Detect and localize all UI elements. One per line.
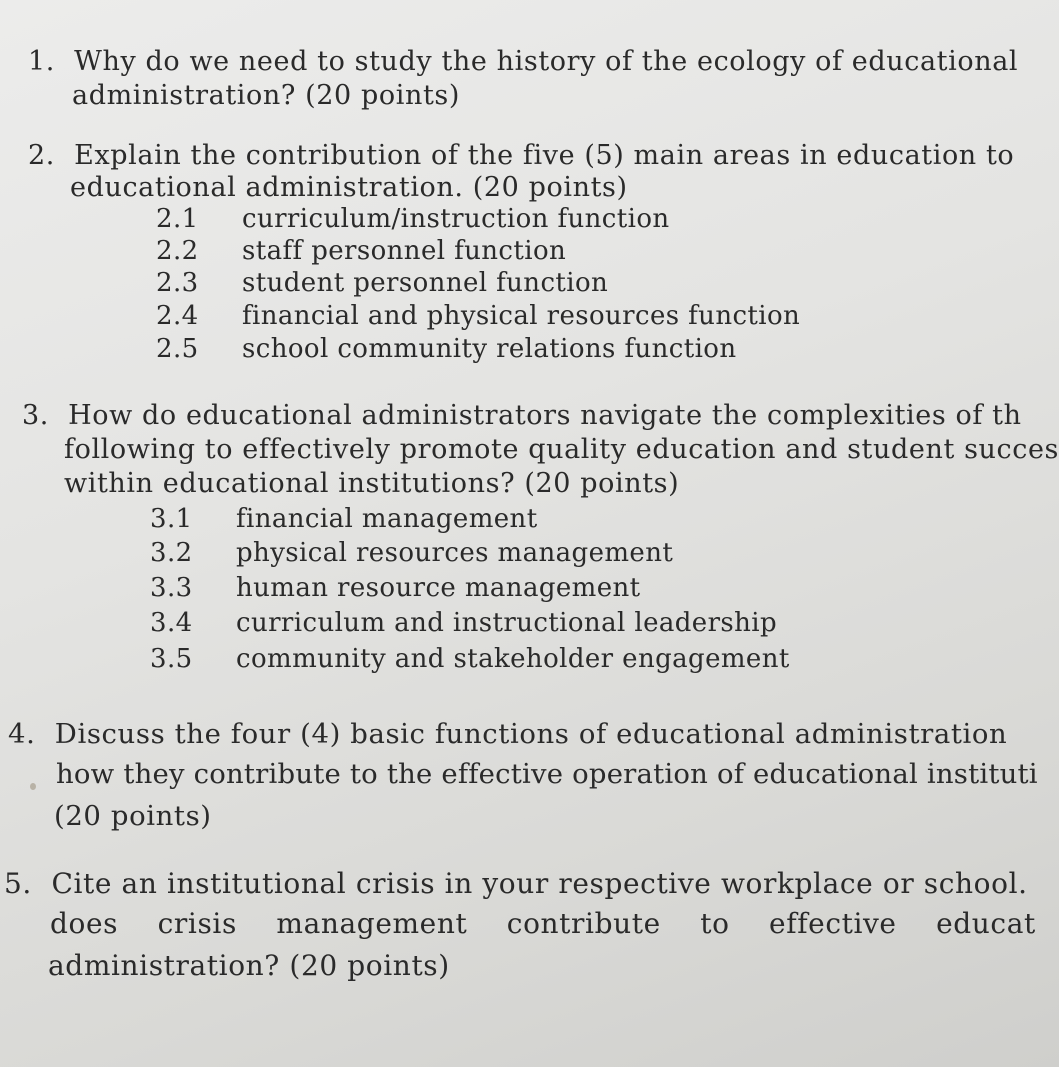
item-text: curriculum/instruction function — [242, 204, 670, 234]
question-4-number: 4. — [8, 718, 36, 750]
question-2-item — [156, 333, 737, 365]
item-text: school community relations function — [242, 334, 737, 364]
question-3-line-2: following to effectively promote quality education and student succes — [64, 434, 1059, 465]
question-3-item — [150, 503, 538, 535]
question-3-item — [150, 643, 790, 675]
question-4-line-1 — [8, 718, 1007, 750]
item-text: financial and physical resources function — [242, 301, 801, 331]
question-2-item — [156, 235, 566, 267]
item-number: 2.1 — [156, 204, 199, 234]
question-2-line-1 — [28, 140, 1014, 172]
item-text: student personnel function — [242, 268, 609, 298]
item-text: financial management — [236, 504, 538, 534]
item-number: 2.5 — [156, 334, 199, 364]
item-text: human resource management — [236, 573, 641, 603]
question-4-line-3: (20 points) — [54, 800, 212, 832]
item-text: physical resources management — [236, 538, 674, 568]
question-3-line-1 — [22, 400, 1022, 432]
question-3-item — [150, 607, 777, 639]
item-number: 2.4 — [156, 301, 199, 331]
question-1-number: 1. — [28, 46, 55, 77]
item-text: community and stakeholder engagement — [236, 644, 790, 674]
item-number: 2.2 — [156, 236, 199, 266]
question-1-line-1 — [28, 46, 1018, 78]
question-2-text: Explain the contribution of the five (5) main areas in education to — [74, 140, 1015, 171]
item-number: 3.4 — [150, 608, 193, 638]
item-number: 3.3 — [150, 573, 193, 603]
question-3-number: 3. — [22, 400, 49, 431]
question-3-item — [150, 537, 673, 569]
question-2-item — [156, 267, 608, 299]
question-5-line-1 — [4, 868, 1028, 900]
question-2-line-2: educational administration. (20 points) — [70, 172, 628, 203]
item-number: 3.2 — [150, 538, 193, 568]
question-4-line-2: how they contribute to the effective operation of educational instituti — [56, 758, 1038, 790]
paper-speck — [30, 783, 36, 790]
question-4-text: Discuss the four (4) basic functions of educational administration — [54, 718, 1008, 750]
item-text: curriculum and instructional leadership — [236, 608, 778, 638]
question-2-item — [156, 203, 670, 235]
question-2-number: 2. — [28, 140, 55, 171]
question-1-text: Why do we need to study the history of the ecology of educational — [74, 46, 1019, 77]
question-1-line-2: administration? (20 points) — [72, 80, 461, 111]
item-number: 3.5 — [150, 644, 193, 674]
question-5-line-3: administration? (20 points) — [48, 949, 450, 982]
item-number: 2.3 — [156, 268, 199, 298]
question-3-item — [150, 572, 641, 604]
question-3-text: How do educational administrators navigate the complexities of th — [68, 400, 1022, 431]
question-5-line-2: does crisis management contribute to effective educat — [50, 907, 1036, 940]
question-5-text: Cite an institutional crisis in your respective workplace or school. — [51, 867, 1028, 900]
question-5-number: 5. — [4, 867, 32, 900]
item-text: staff personnel function — [242, 236, 567, 266]
question-3-line-3: within educational institutions? (20 points) — [64, 468, 680, 499]
item-number: 3.1 — [150, 504, 193, 534]
question-2-item — [156, 300, 800, 332]
